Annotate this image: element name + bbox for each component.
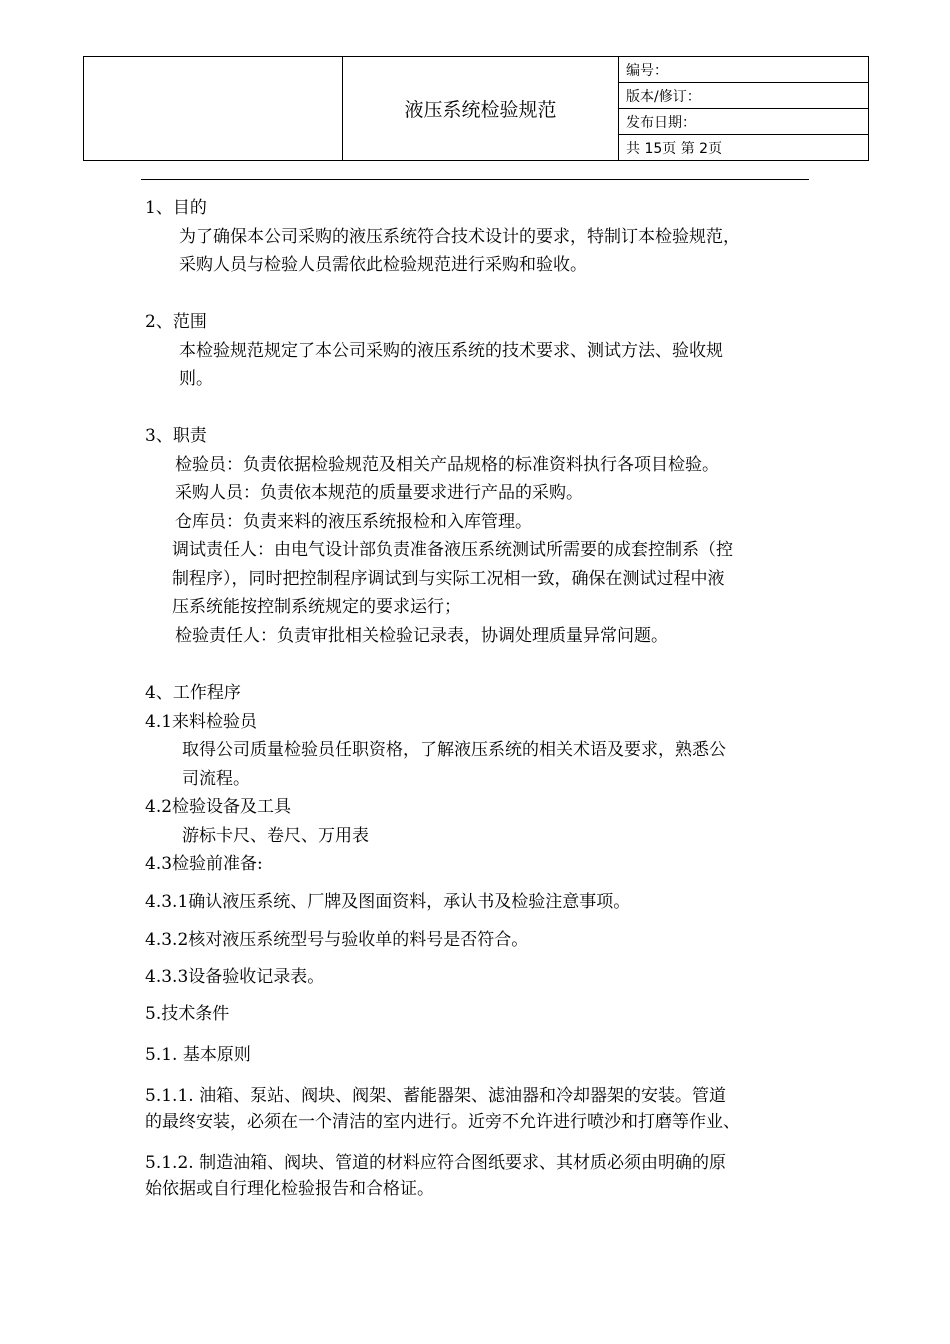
- section-2-heading: 2、范围: [145, 312, 207, 332]
- body-line: 游标卡尺、卷尺、万用表: [182, 826, 369, 846]
- body-line: 采购人员：负责依本规范的质量要求进行产品的采购。: [175, 483, 583, 503]
- body-line: 5.1.1. 油箱、泵站、阀块、阀架、蓄能器架、滤油器和冷却器架的安装。管道: [145, 1086, 727, 1106]
- document-title: 液压系统检验规范: [343, 57, 619, 161]
- subsection-heading: 5.1. 基本原则: [145, 1045, 251, 1065]
- body-line: 本检验规范规定了本公司采购的液压系统的技术要求、测试方法、验收规: [179, 341, 723, 361]
- section-4-heading: 4、工作程序: [145, 683, 241, 703]
- body-line: 司流程。: [182, 769, 250, 789]
- body-line: 为了确保本公司采购的液压系统符合技术设计的要求，特制订本检验规范，: [179, 227, 740, 247]
- section-3-heading: 3、职责: [145, 426, 207, 446]
- body-line: 取得公司质量检验员任职资格，了解液压系统的相关术语及要求，熟悉公: [182, 740, 726, 760]
- body-line: 4.3.1确认液压系统、厂牌及图面资料，承认书及检验注意事项。: [145, 892, 631, 912]
- body-line: 始依据或自行理化检验报告和合格证。: [145, 1179, 434, 1199]
- body-line: 4.3.3设备验收记录表。: [145, 967, 325, 987]
- body-line: 仓库员：负责来料的液压系统报检和入库管理。: [175, 512, 532, 532]
- body-line: 采购人员与检验人员需依此检验规范进行采购和验收。: [179, 255, 587, 275]
- subsection-heading: 4.1来料检验员: [145, 712, 258, 732]
- body-line: 调试责任人：由电气设计部负责准备液压系统测试所需要的成套控制系（控: [172, 540, 733, 560]
- version-label: 版本/修订：: [619, 83, 869, 109]
- body-line: 制程序），同时把控制程序调试到与实际工况相一致，确保在测试过程中液: [172, 569, 725, 589]
- logo-cell: [84, 57, 343, 161]
- body-line: 则。: [179, 369, 213, 389]
- body-line: 压系统能按控制系统规定的要求运行；: [172, 597, 461, 617]
- body-line: 的最终安装，必须在一个清洁的室内进行。近旁不允许进行喷沙和打磨等作业、: [145, 1112, 740, 1132]
- document-code-label: 编号：: [619, 57, 869, 83]
- document-header-table: [83, 56, 869, 161]
- section-1-heading: 1、目的: [145, 198, 207, 218]
- page-count-label: 共 15页 第 2页: [619, 135, 869, 161]
- body-line: 检验责任人：负责审批相关检验记录表，协调处理质量异常问题。: [175, 626, 668, 646]
- subsection-heading: 4.3检验前准备:: [145, 854, 263, 874]
- header-divider: [141, 179, 809, 180]
- body-line: 检验员：负责依据检验规范及相关产品规格的标准资料执行各项目检验。: [175, 455, 719, 475]
- body-line: 5.1.2. 制造油箱、阀块、管道的材料应符合图纸要求、其材质必须由明确的原: [145, 1153, 727, 1173]
- publish-date-label: 发布日期：: [619, 109, 869, 135]
- section-5-heading: 5.技术条件: [145, 1004, 230, 1024]
- subsection-heading: 4.2检验设备及工具: [145, 797, 292, 817]
- body-line: 4.3.2核对液压系统型号与验收单的料号是否符合。: [145, 930, 529, 950]
